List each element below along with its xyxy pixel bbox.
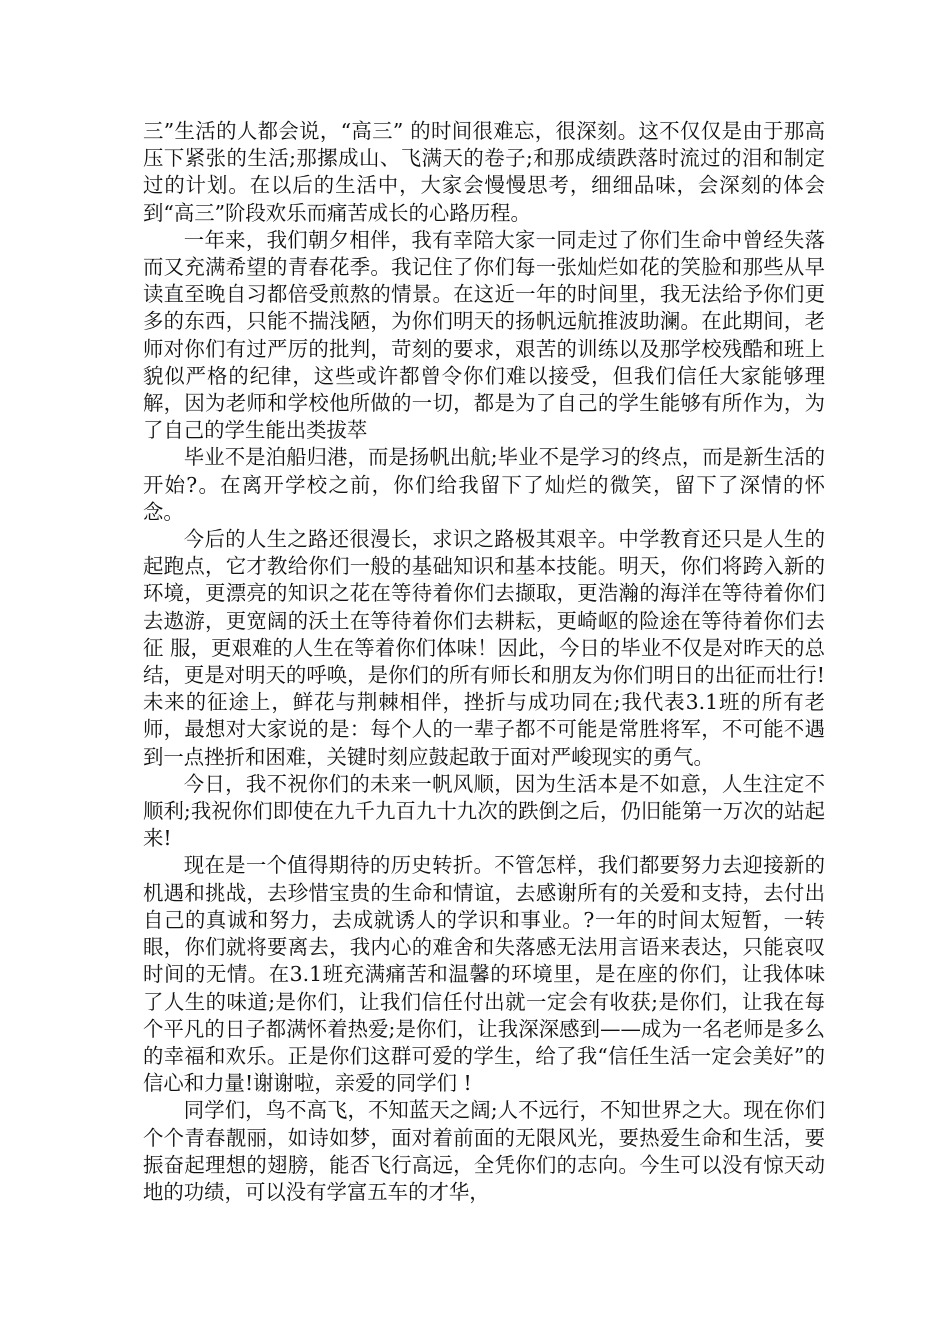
paragraph: 三”生活的人都会说，“高三” 的时间很难忘，很深刻。这不仅仅是由于那高压下紧张的生活;那摞成山、飞满天的卷子;和那成绩跌落时流过的泪和制定过的计划。在以后的生活中，大家会慢慢思考，细细品味，会深刻的体会到“高三”阶段欢乐而痛苦成长的心路历程。 (143, 119, 825, 225)
paragraph: 毕业不是泊船归港，而是扬帆出航;毕业不是学习的终点，而是新生活的开始?。在离开学校之前，你们给我留下了灿烂的微笑，留下了深情的怀念。 (143, 445, 825, 524)
paragraph: 现在是一个值得期待的历史转折。不管怎样，我们都要努力去迎接新的机遇和挑战，去珍惜宝贵的生命和情谊，去感谢所有的关爱和支持，去付出自己的真诚和努力，去成就诱人的学识和事业。?一年的时间太短暂，一转眼，你们就将要离去，我内心的难舍和失落感无法用言语来表达，只能哀叹时间的无情。在3.1班充满痛苦和温馨的环境里，是在座的你们，让我体味了人生的味道;是你们，让我们信任付出就一定会有收获;是你们，让我在每个平凡的日子都满怀着热爱;是你们，让我深深感到——成为一名老师是多么的幸福和欢乐。正是你们这群可爱的学生，给了我“信任生活一定会美好”的信心和力量!谢谢啦，亲爱的同学们 ! (143, 853, 825, 1096)
document-page (143, 118, 825, 1206)
paragraph: 今日，我不祝你们的未来一帆风顺，因为生活本是不如意，人生注定不顺利;我祝你们即使在九千九百九十九次的跌倒之后，仍旧能第一万次的站起来! (143, 771, 825, 851)
paragraph: 一年来，我们朝夕相伴，我有幸陪大家一同走过了你们生命中曾经失落而又充满希望的青春花季。我记住了你们每一张灿烂如花的笑脸和那些从早读直至晚自习都倍受煎熬的情景。在这近一年的时间里，我无法给予你们更多的东西，只能不揣浅陋，为你们明天的扬帆远航推波助澜。在此期间，老师对你们有过严厉的批判，苛刻的要求，艰苦的训练以及那学校残酷和班上貌似严格的纪律，这些或许都曾令你们难以接受，但我们信任大家能够理解，因为老师和学校他所做的一切，都是为了自己的学生能够有所作为，为了自己的学生能出类拔萃 (143, 227, 825, 443)
paragraph: 今后的人生之路还很漫长，求识之路极其艰辛。中学教育还只是人生的起跑点，它才教给你们一般的基础知识和基本技能。明天，你们将跨入新的环境，更漂亮的知识之花在等待着你们去撷取，更浩瀚的海洋在等待着你们去遨游，更宽阔的沃土在等待着你们去耕耘，更崎岖的险途在等待着你们去征 服，更艰难的人生在等着你们体味！因此，今日的毕业不仅是对昨天的总结，更是对明天的呼唤，是你们的所有师长和朋友为你们明日的出征而壮行!未来的征途上，鲜花与荆棘相伴，挫折与成功同在;我代表3.1班的所有老师，最想对大家说的是：每个人的一辈子都不可能是常胜将军，不可能不遇到一点挫折和困难，关键时刻应鼓起敢于面对严峻现实的勇气。 (143, 527, 825, 769)
paragraph: 同学们，鸟不高飞，不知蓝天之阔;人不远行，不知世界之大。现在你们个个青春靓丽，如诗如梦，面对着前面的无限风光，要热爱生命和生活，要振奋起理想的翅膀，能否飞行高远，全凭你们的志向。今生可以没有惊天动地的功绩，可以没有学富五车的才华， (143, 1098, 825, 1204)
